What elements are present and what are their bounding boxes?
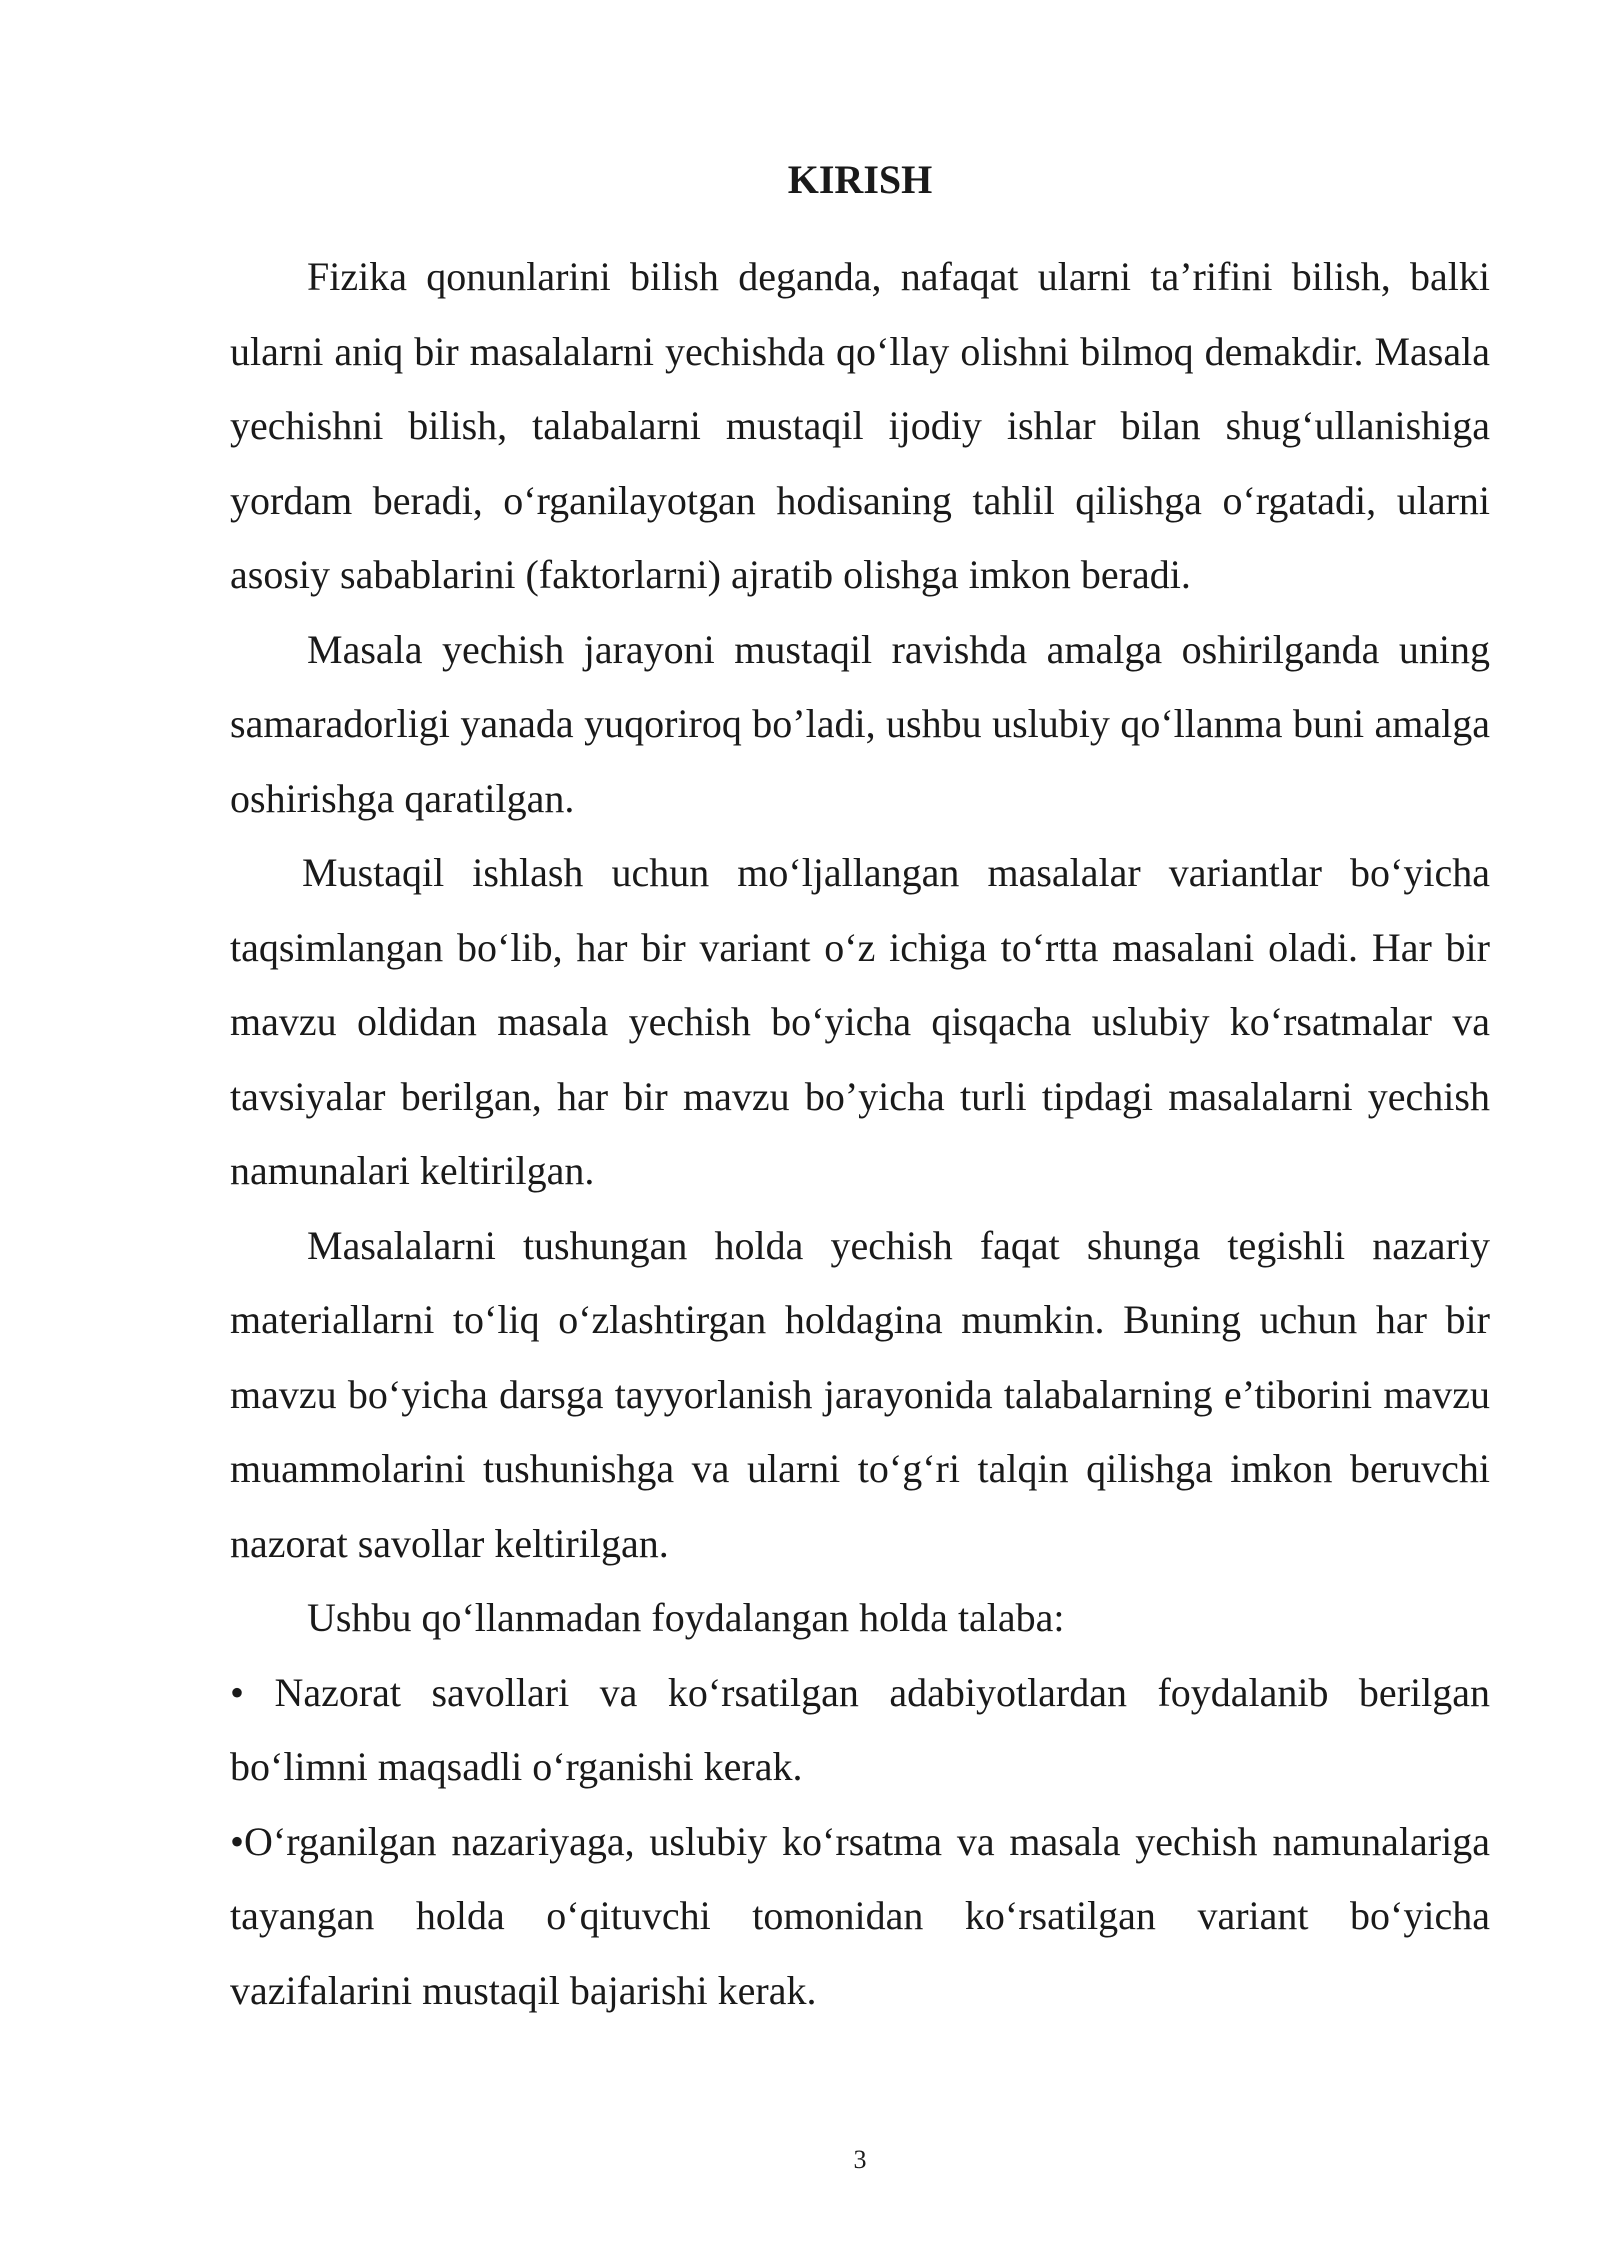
page-title: KIRISH (787, 157, 933, 202)
body-text (230, 240, 1490, 2028)
bullet-icon: • (230, 1818, 245, 1864)
bullet-item-text: O‘rganilgan nazariyaga, uslubiy ko‘rsatma va masala yechish namunalariga tayangan holda o‘qituvchi tomonidan ko‘rsatilgan variant bo‘yicha vazifalarini mustaqil bajarishi kerak. (230, 1818, 1490, 2013)
paragraph-5: Ushbu qo‘llanmadan foydalangan holda talaba: (307, 1595, 1065, 1640)
bullet-icon: • (230, 1669, 275, 1715)
paragraph-4: Masalalarni tushungan holda yechish faqat shunga tegishli nazariy materiallarni to‘liq o‘zlashtirgan holdagina mumkin. Buning uchun har bir mavzu bo‘yicha darsga tayyorlanish jarayonida talabalarning e’tiborini mavzu muammolarini tushunishga va ularni to‘g‘ri talqin qilishga imkon beruvchi nazorat savollar keltirilgan. (230, 1222, 1490, 1566)
paragraph-2: Masala yechish jarayoni mustaqil ravishda amalga oshirilganda uning samaradorligi yanada yuqoriroq bo’ladi, ushbu uslubiy qo‘llanma buni amalga oshirishga qaratilgan. (230, 626, 1490, 821)
paragraph-1: Fizika qonunlarini bilish deganda, nafaqat ularni ta’rifini bilish, balki ularni aniq bir masalalarni yechishda qo‘llay olishni bilmoq demakdir. Masala yechishni bilish, talabalarni mustaqil ijodiy ishlar bilan shug‘ullanishiga yordam beradi, o‘rganilayotgan hodisaning tahlil qilishga o‘rgatadi, ularni asosiy sabablarini (faktorlarni) ajratib olishga imkon beradi. (230, 254, 1490, 597)
bullet-item-1 (230, 1656, 1490, 1805)
page-number: 3 (853, 2145, 867, 2174)
bullet-item-text: Nazorat savollari va ko‘rsatilgan adabiyotlardan foydalanib berilgan bo‘limni maqsadli o‘rganishi kerak. (230, 1669, 1490, 1789)
paragraph-3: Mustaqil ishlash uchun mo‘ljallangan masalalar variantlar bo‘yicha taqsimlangan bo‘lib, har bir variant o‘z ichiga to‘rtta masalani oladi. Har bir mavzu oldidan masala yechish bo‘yicha qisqacha uslubiy ko‘rsatmalar va tavsiyalar berilgan, har bir mavzu bo’yicha turli tipdagi masalalarni yechish namunalari keltirilgan. (230, 850, 1490, 1193)
bullet-item-2 (230, 1805, 1490, 2029)
